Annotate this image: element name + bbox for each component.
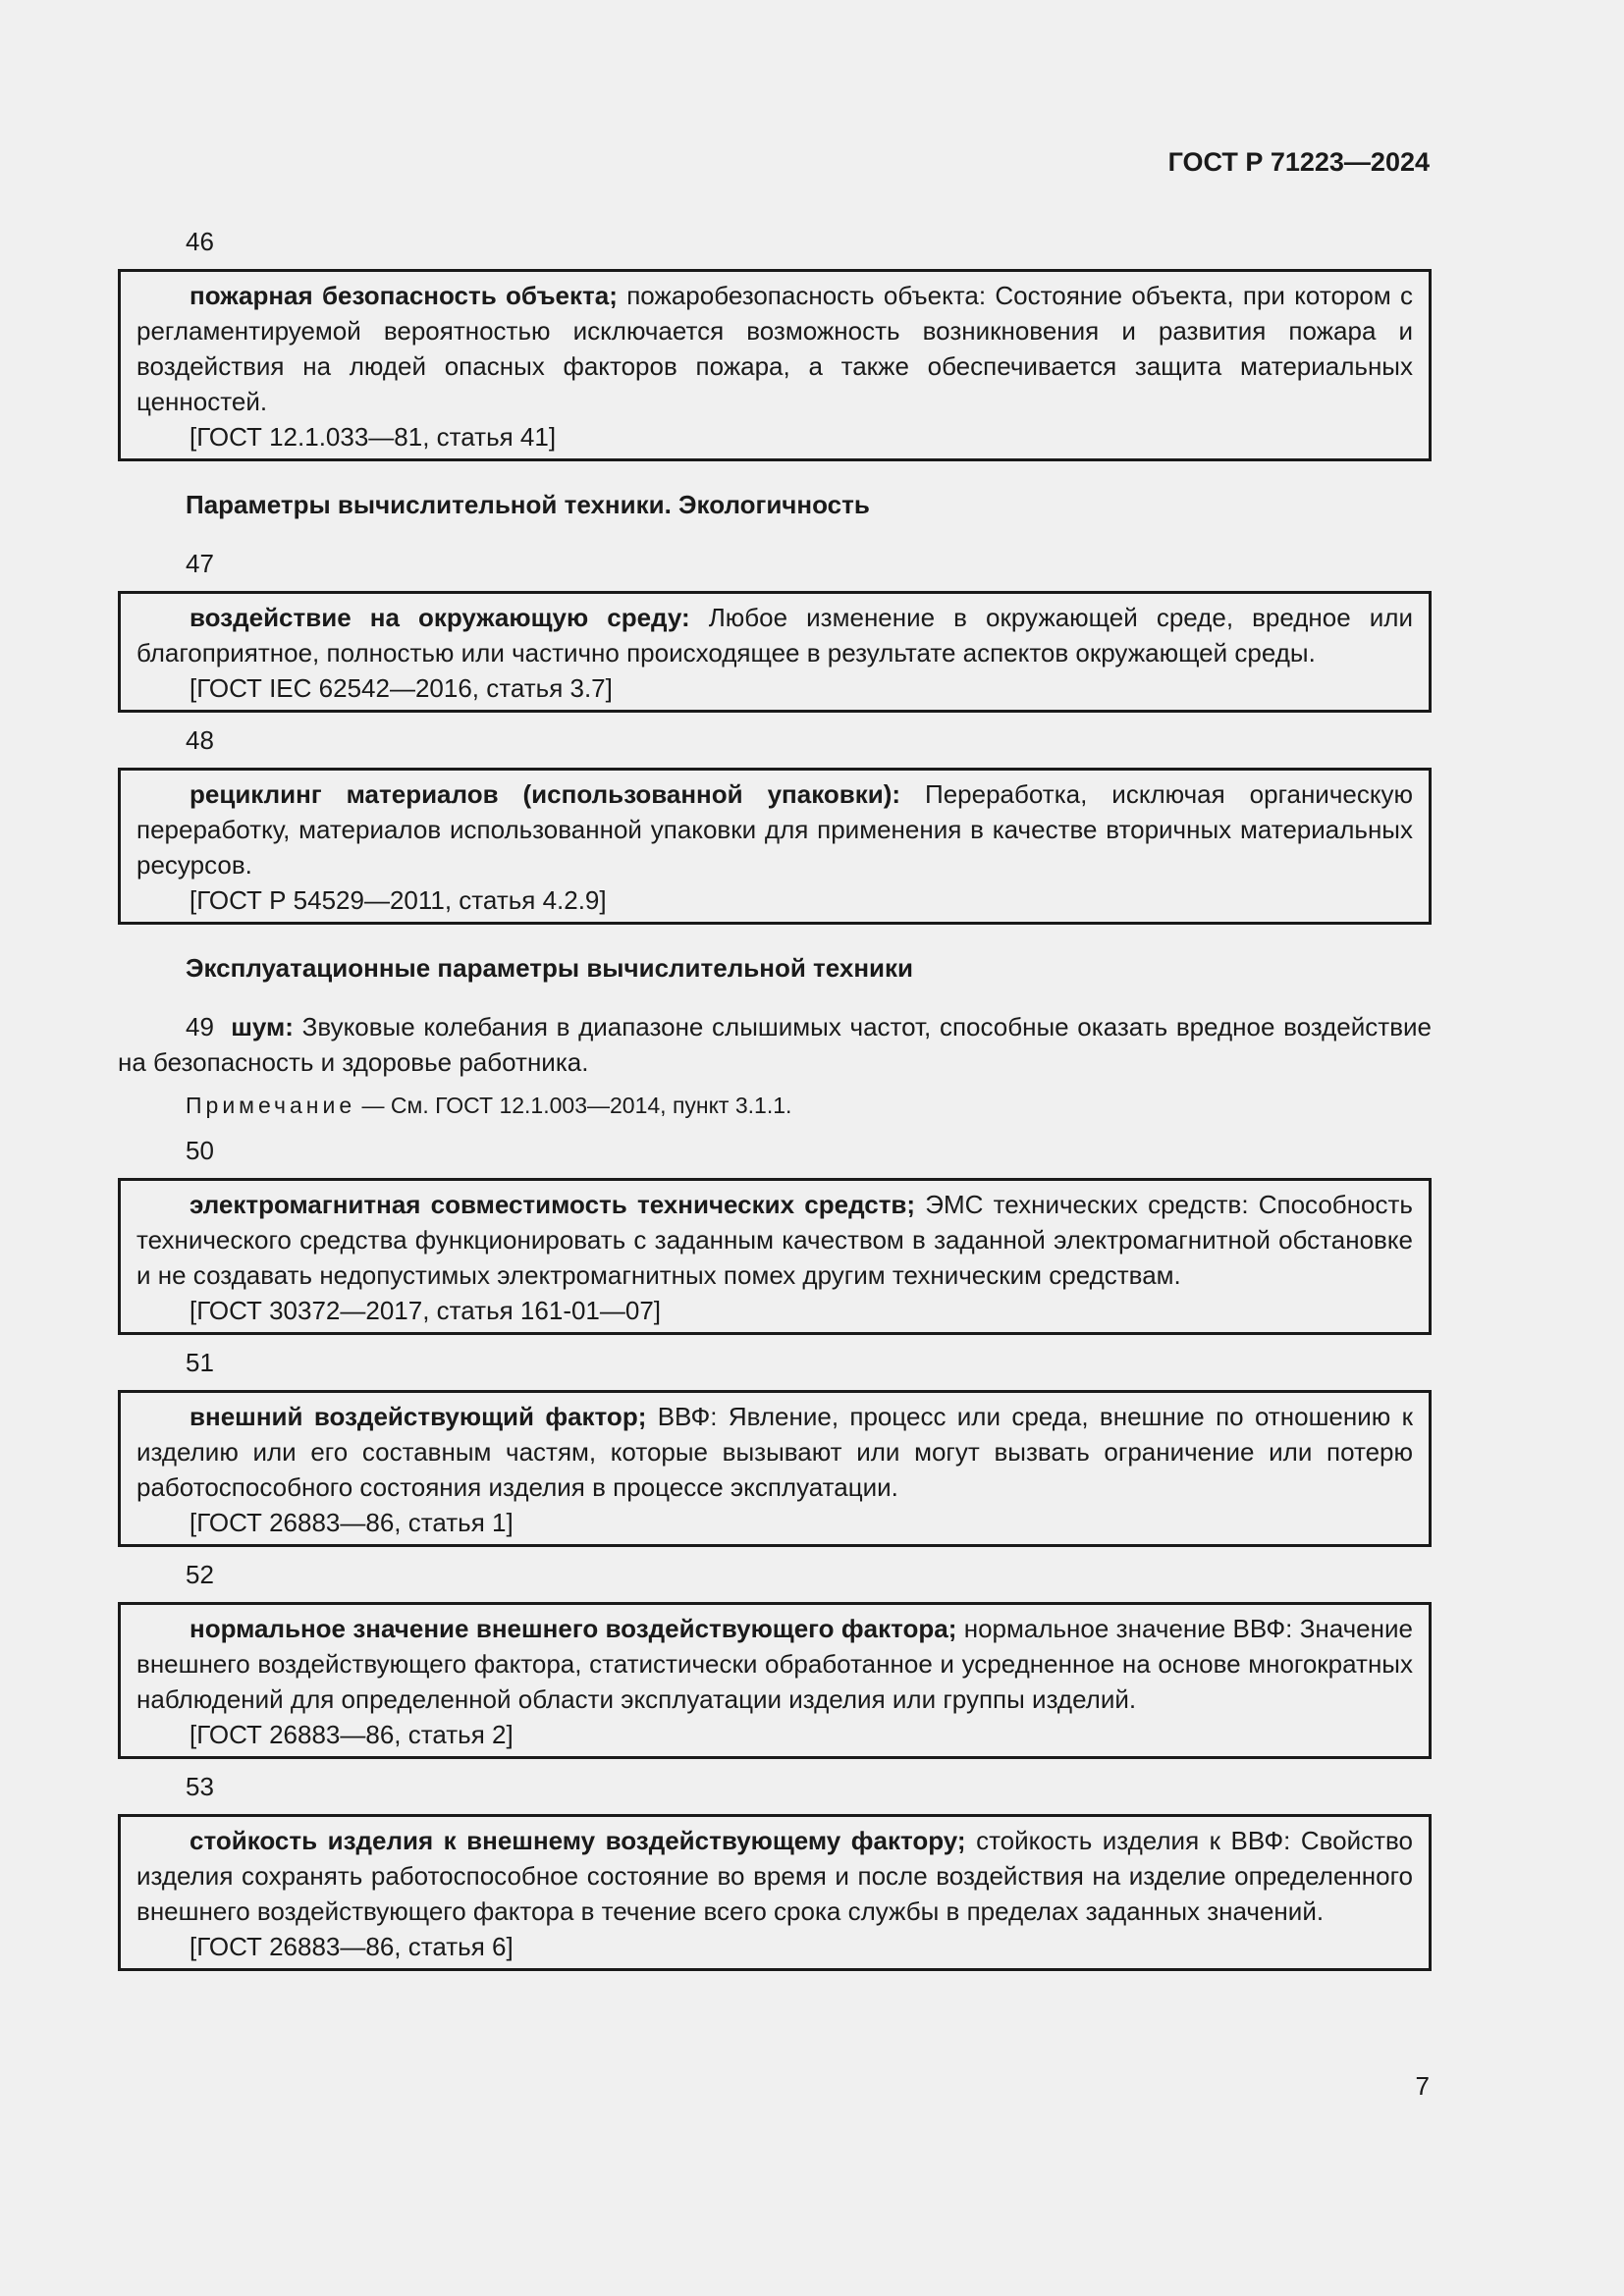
term-text: Звуковые колебания в диапазоне слышимых частот, способные оказать вредное воздействие на безопасность и здоровье работника. [118, 1012, 1432, 1077]
term-definition [136, 278, 1413, 419]
term-source: [ГОСТ 30372—2017, статья 161-01—07] [189, 1296, 662, 1325]
term-text: пожаробезопасность объекта: Состояние объекта, при котором с регламентируемой вероятностью исключается возможность возникновения и развития пожара и воздействия на людей опасных факторов пожара, а также обеспечивается защита материальных ценностей. [136, 281, 1414, 416]
entry-number: 48 [186, 725, 214, 755]
term-definition [136, 776, 1413, 882]
term-box [118, 1390, 1432, 1547]
entry-number: 53 [186, 1772, 214, 1801]
term-title: внешний воздействующий фактор; [189, 1402, 647, 1431]
entry-number: 49 [186, 1012, 214, 1041]
term-source: [ГОСТ 26883—86, статья 2] [189, 1720, 514, 1749]
term-source: [ГОСТ 12.1.033—81, статья 41] [189, 422, 557, 452]
section-heading: Параметры вычислительной техники. Экологичность [186, 490, 870, 519]
term-box [118, 1814, 1432, 1971]
term-definition [136, 1187, 1413, 1293]
entry-number: 50 [186, 1136, 214, 1165]
term-definition [136, 1611, 1413, 1717]
document-code: ГОСТ Р 71223—2024 [1167, 147, 1430, 177]
term-title: стойкость изделия к внешнему воздействующему фактору; [189, 1826, 966, 1855]
term-source: [ГОСТ 26883—86, статья 6] [189, 1932, 514, 1961]
term-box [118, 269, 1432, 461]
term-text: стойкость изделия к ВВФ: Свойство изделия сохранять работоспособное состояние во время и после воздействия на изделие определенного внешнего воздействующего фактора в течение всего срока службы в пределах заданных значений. [136, 1826, 1413, 1926]
entry-number: 46 [186, 227, 214, 256]
term-text: нормальное значение ВВФ: Значение внешнего воздействующего фактора, статистически обработанное и усредненное на основе многократных наблюдений для определенной области эксплуатации изделия или группы изделий. [136, 1614, 1413, 1714]
term-box [118, 591, 1432, 713]
term-title: пожарная безопасность объекта; [189, 281, 618, 310]
term-title: воздействие на окружающую среду: [189, 603, 690, 632]
term-title: электромагнитная совместимость технических средств; [189, 1190, 916, 1219]
entry-number: 52 [186, 1560, 214, 1589]
entry-number: 47 [186, 549, 214, 578]
term-definition-inline [118, 1009, 1432, 1080]
term-definition [136, 1823, 1413, 1929]
term-source: [ГОСТ Р 54529—2011, статья 4.2.9] [189, 885, 607, 915]
section-heading: Эксплуатационные параметры вычислительной техники [186, 953, 914, 983]
term-definition [136, 1399, 1413, 1505]
note [118, 1088, 1432, 1123]
term-source: [ГОСТ IEC 62542—2016, статья 3.7] [189, 673, 613, 703]
note-label: Примечание [186, 1093, 356, 1118]
term-text: Переработка, исключая органическую переработку, материалов использованной упаковки для применения в качестве вторичных материальных ресурсов. [136, 779, 1413, 880]
term-text: Любое изменение в окружающей среде, вредное или благоприятное, полностью или частично происходящее в результате аспектов окружающей среды. [136, 603, 1413, 667]
note-text: — См. ГОСТ 12.1.003—2014, пункт 3.1.1. [355, 1093, 792, 1118]
page-number: 7 [1415, 2071, 1430, 2101]
term-box [118, 1602, 1432, 1759]
term-box [118, 1178, 1432, 1335]
entry-number: 51 [186, 1348, 214, 1377]
term-title: рециклинг материалов (использованной упаковки): [189, 779, 901, 809]
term-title: нормальное значение внешнего воздействующего фактора; [189, 1614, 957, 1643]
term-text: ЭМС технических средств: Способность технического средства функционировать с заданным качеством в заданной электромагнитной обстановке и не создавать недопустимых электромагнитных помех другим техническим средствам. [136, 1190, 1413, 1290]
term-box [118, 768, 1432, 925]
document-body [118, 224, 1432, 1971]
term-definition [136, 600, 1413, 670]
term-source: [ГОСТ 26883—86, статья 1] [189, 1508, 514, 1537]
term-title: шум: [231, 1012, 294, 1041]
term-text: ВВФ: Явление, процесс или среда, внешние по отношению к изделию или его составным частям, которые вызывают или могут вызвать ограничение или потерю работоспособного состояния изделия в процессе эксплуатации. [136, 1402, 1413, 1502]
